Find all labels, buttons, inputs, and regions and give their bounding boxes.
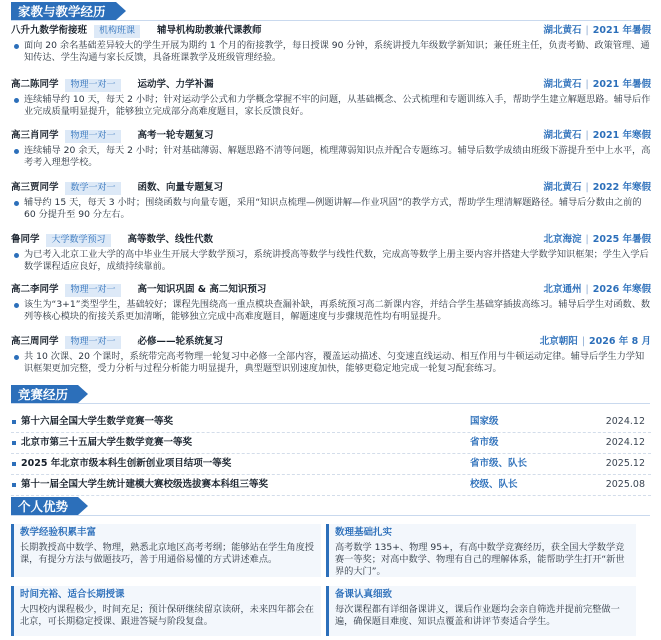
course-tag: 物理一对一 [65, 130, 120, 143]
period: 2026 年寒假 [592, 284, 651, 295]
advantage-title: 数理基础扎实 [335, 527, 393, 538]
experience-item [11, 25, 651, 64]
course-subject: 高一知识巩固 & 高二知识预习 [137, 284, 267, 295]
course-tag: 物理一对一 [65, 284, 120, 297]
course-subject: 运动学、力学补漏 [137, 79, 214, 90]
student-name: 八升九数学衔接班 [11, 25, 88, 36]
location-period: 北京海淀 | 2025 年暑假 [543, 234, 651, 245]
student-name: 高三贾同学 [11, 182, 59, 193]
advantage-text: 大四校内课程极少，时间充足；预计保研继续留京读研，未来四年都会在北京，可长期稳定授课、跟进答疑与阶段复盘。 [20, 603, 314, 627]
bullet-icon [12, 462, 16, 466]
award-level: 省市级 [470, 437, 499, 448]
award-level: 国家级 [470, 416, 499, 427]
advantage-card [326, 524, 636, 577]
advantage-text: 高考数学 135+、物理 95+，有高中数学竞赛经历，获全国大学数学竞赛一等奖；对高中数学、物理有自己的理解体系，能帮助学生打开“新世界的大门”。 [335, 541, 625, 578]
period: 2021 年寒假 [592, 130, 651, 141]
award-list [11, 412, 651, 496]
experience-description: 面向 20 余名基础差异较大的学生开展为期约 1 个月的衔接教学，每日授课 90 分钟，系统讲授九年级数学新知识；兼任班主任，负责考勤、政策管理、通知传达、学生沟通与家长反馈，具备班课教学及班级管理经验。 [11, 40, 651, 64]
course-tag: 机构班课 [94, 25, 140, 38]
award-row [11, 412, 651, 433]
section-divider [11, 403, 650, 404]
experience-description: 连续辅导 20 余天，每天 2 小时；针对基础薄弱、解题思路不清等问题，梳理薄弱知识点并配合专题练习。辅导后数学成绩由班级下游提升至中上水平，高考考入理想学校。 [11, 145, 651, 169]
location: 湖北黄石 [543, 182, 582, 193]
course-subject: 高等数学、线性代数 [127, 234, 213, 245]
section-title-competition: 竞赛经历 [11, 385, 78, 404]
period: 2022 年寒假 [592, 182, 651, 193]
location-period: 湖北黄石 | 2022 年寒假 [543, 182, 651, 193]
advantage-card [326, 586, 636, 636]
location-period: 北京朝阳 | 2026 年 8 月 [539, 336, 651, 347]
award-name: 2025 年北京市级本科生创新创业项目结项一等奖 [21, 458, 232, 469]
student-name: 高二陈同学 [11, 79, 59, 90]
student-name: 高三肖同学 [11, 130, 59, 141]
course-subject: 函数、向量专题复习 [137, 182, 223, 193]
course-tag: 物理一对一 [65, 79, 120, 92]
experience-item [11, 130, 651, 169]
award-row [11, 454, 651, 475]
experience-description: 为已考入北京工业大学的高中毕业生开展大学数学预习，系统讲授高等数学与线性代数，完成高等数学上册主要内容并搭建大学数学知识框架；学生入学后数学课程适应良好，成绩持续靠前。 [11, 249, 651, 273]
location-period: 湖北黄石 | 2021 年暑假 [543, 79, 651, 90]
location-period: 湖北黄石 | 2021 年暑假 [543, 25, 651, 36]
student-name: 高二李同学 [11, 284, 59, 295]
course-subject: 辅导机构助教兼代课教师 [156, 25, 262, 36]
period: 2025 年暑假 [592, 234, 651, 245]
experience-item [11, 284, 651, 323]
advantage-title: 时间充裕、适合长期授课 [20, 589, 125, 600]
experience-description: 辅导约 15 天，每天 3 小时；围绕函数与向量专题，采用“知识点梳理—例题讲解—作业巩固”的教学方式，帮助学生理清解题路径。辅导后分数由之前的 60 分提升至 90 分左右。 [11, 197, 651, 221]
location: 北京海淀 [543, 234, 582, 245]
period: 2021 年暑假 [592, 79, 651, 90]
advantage-text: 每次课程都有详细备课讲义，课后作业题均会亲自筛选并提前完整做一遍，确保题目难度、知识点覆盖和讲评节奏适合学生。 [335, 603, 620, 627]
advantage-text: 长期教授高中数学、物理，熟悉北京地区高考考纲；能够站在学生角度授课，有提分方法与做题技巧，善于用通俗易懂的方式讲述难点。 [20, 541, 314, 565]
location-period: 湖北黄石 | 2021 年寒假 [543, 130, 651, 141]
bullet-icon [12, 483, 16, 487]
course-tag: 物理一对一 [65, 336, 120, 349]
experience-item [11, 234, 651, 273]
award-date: 2024.12 [605, 437, 645, 448]
advantage-card [11, 586, 321, 636]
location: 湖北黄石 [543, 25, 582, 36]
location: 北京朝阳 [539, 336, 578, 347]
award-level: 校级、队长 [470, 479, 518, 490]
experience-item [11, 182, 651, 221]
advantage-title: 备课认真细致 [335, 589, 393, 600]
period: 2026 年 8 月 [589, 336, 651, 347]
award-row [11, 433, 651, 454]
course-tag: 数学一对一 [65, 182, 120, 195]
section-divider [11, 20, 650, 21]
location: 湖北黄石 [543, 130, 582, 141]
experience-item [11, 336, 651, 375]
section-divider [11, 515, 650, 516]
award-name: 北京市第三十五届大学生数学竞赛一等奖 [21, 437, 193, 448]
award-level: 省市级、队长 [470, 458, 528, 469]
experience-description: 连续辅导约 10 天，每天 2 小时；针对运动学公式和力学概念掌握不牢的问题，从基础概念、公式梳理和专题训练入手，帮助学生建立解题思路。辅导后作业完成质量明显提升，能够独立完成部分高难度题目，家长反馈良好。 [11, 94, 651, 118]
award-name: 第十六届全国大学生数学竞赛一等奖 [21, 416, 174, 427]
award-date: 2024.12 [605, 416, 645, 427]
student-name: 鲁同学 [11, 234, 40, 245]
experience-description: 共 10 次课、20 个课时，系统带完高考物理一轮复习中必修一全部内容，覆盖运动描述、匀变速直线运动、相互作用与牛顿运动定律。辅导后学生力学知识框架更加完整，受力分析与过程分析能力明显提升，典型题型识别速度加快，能够更稳定地完成一轮复习配套练习。 [11, 351, 651, 375]
experience-item [11, 79, 651, 118]
bullet-icon [12, 441, 16, 445]
course-subject: 必修——轮系统复习 [137, 336, 223, 347]
student-name: 高三周同学 [11, 336, 59, 347]
section-title-experience: 家教与教学经历 [11, 2, 116, 21]
location-period: 北京通州 | 2026 年寒假 [543, 284, 651, 295]
location: 湖北黄石 [543, 79, 582, 90]
advantage-card [11, 524, 321, 577]
experience-description: 该生为“3+1”类型学生，基础较好；课程先围绕高一重点模块查漏补缺，再系统预习高二新课内容，并结合学生基础穿插拔高练习。辅导后学生对函数、数列等核心模块的衔接关系更加清晰，能够独立完成中高难度题目，解题速度与步骤规范性均有明显提升。 [11, 299, 651, 323]
location: 北京通州 [543, 284, 582, 295]
award-name: 第十一届全国大学生统计建模大赛校级选拔赛本科组三等奖 [21, 479, 269, 490]
award-date: 2025.08 [605, 479, 645, 490]
award-date: 2025.12 [605, 458, 645, 469]
course-subject: 高考一轮专题复习 [137, 130, 214, 141]
section-title-advantages: 个人优势 [11, 497, 78, 516]
period: 2021 年暑假 [592, 25, 651, 36]
award-row [11, 475, 651, 496]
bullet-icon [12, 420, 16, 424]
course-tag: 大学数学预习 [46, 234, 110, 247]
advantage-title: 教学经验积累丰富 [20, 527, 97, 538]
